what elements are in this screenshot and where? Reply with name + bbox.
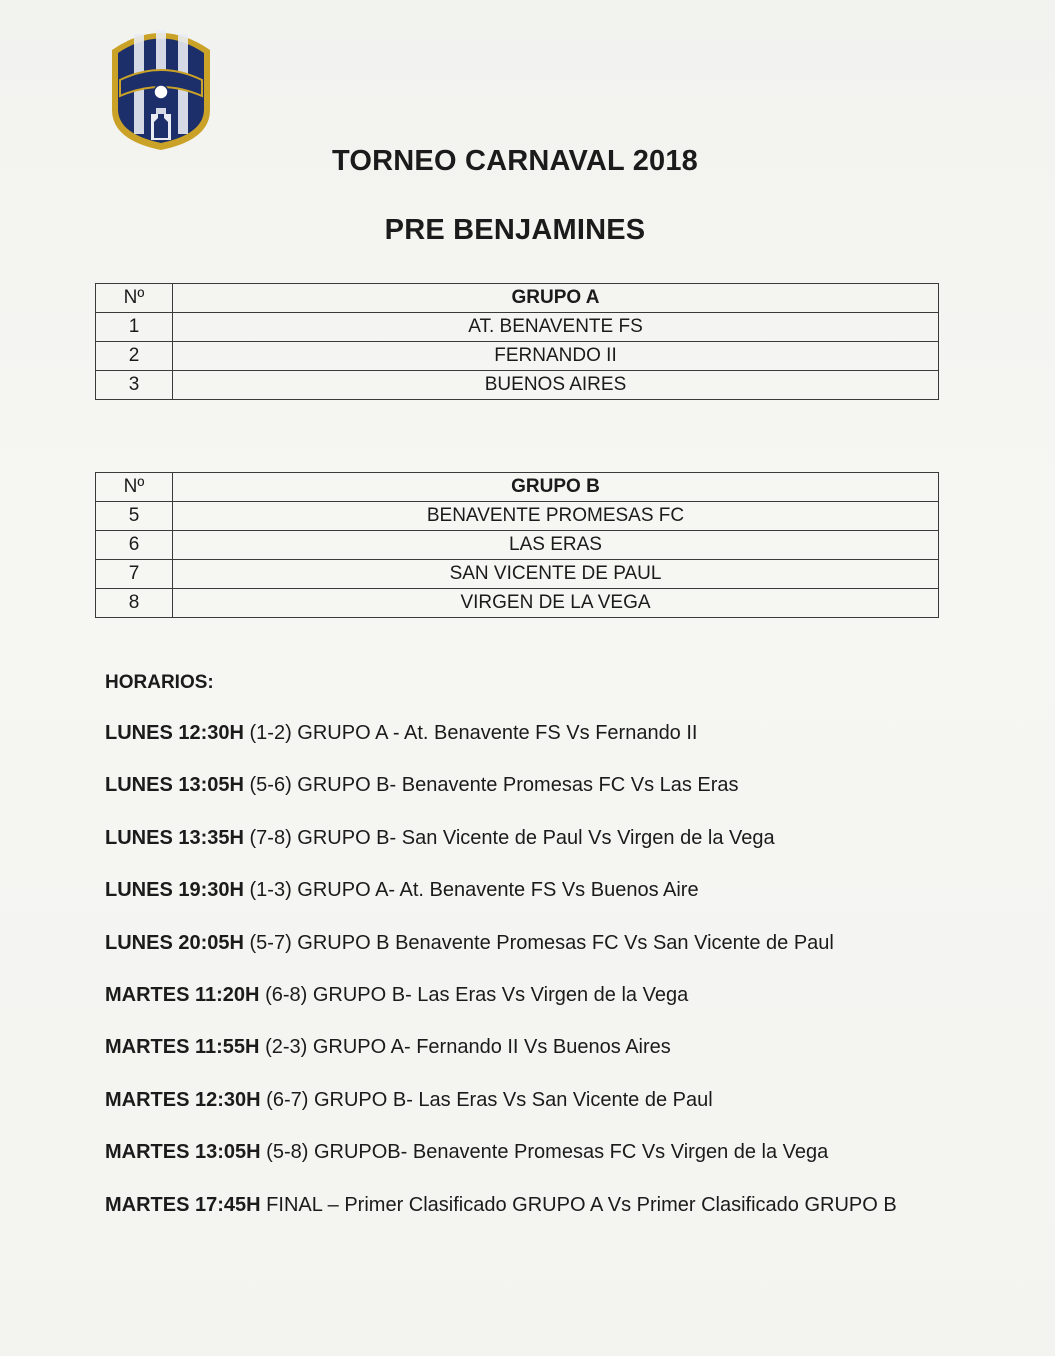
- table-row: [96, 502, 939, 531]
- group-a-table: [95, 283, 939, 400]
- match-detail: (6-8) GRUPO B- Las Eras Vs Virgen de la Vega: [265, 983, 689, 1006]
- team-name: BUENOS AIRES: [173, 371, 939, 400]
- team-number: 1: [96, 313, 173, 342]
- table-row: [96, 531, 939, 560]
- schedule-heading: HORARIOS:: [105, 672, 214, 693]
- match-datetime: LUNES 20:05H: [105, 931, 244, 954]
- group-b-table: [95, 472, 939, 618]
- schedule-item: [105, 984, 1025, 1036]
- number-column-header: Nº: [96, 473, 173, 502]
- match-datetime: MARTES 17:45H: [105, 1193, 261, 1216]
- table-header-row: [96, 284, 939, 313]
- schedule-item: [105, 1141, 1025, 1193]
- schedule-item: [105, 932, 1025, 984]
- schedule-item: [105, 1036, 1025, 1088]
- schedule-item: [105, 827, 1025, 879]
- group-b-header: GRUPO B: [173, 473, 939, 502]
- team-number: 6: [96, 531, 173, 560]
- tournament-title: TORNEO CARNAVAL 2018: [331, 145, 699, 177]
- team-name: BENAVENTE PROMESAS FC: [173, 502, 939, 531]
- team-name: AT. BENAVENTE FS: [173, 313, 939, 342]
- number-column-header: Nº: [96, 284, 173, 313]
- table-header-row: [96, 473, 939, 502]
- category-subtitle: PRE BENJAMINES: [384, 214, 646, 246]
- team-number: 2: [96, 342, 173, 371]
- match-datetime: LUNES 19:30H: [105, 879, 244, 902]
- club-crest-logo: [104, 22, 218, 152]
- match-detail: (1-3) GRUPO A- At. Benavente FS Vs Buenos Aire: [249, 879, 699, 902]
- match-detail: (6-7) GRUPO B- Las Eras Vs San Vicente de Paul: [266, 1088, 713, 1111]
- team-number: 8: [96, 589, 173, 618]
- match-datetime: MARTES 11:55H: [105, 1036, 260, 1059]
- schedule-item: [105, 1194, 1025, 1246]
- match-detail: (5-6) GRUPO B- Benavente Promesas FC Vs Las Eras: [249, 774, 739, 797]
- schedule-item: [105, 722, 1025, 774]
- match-detail: (7-8) GRUPO B- San Vicente de Paul Vs Virgen de la Vega: [249, 826, 775, 849]
- match-datetime: MARTES 13:05H: [105, 1141, 261, 1164]
- schedule-list: [105, 722, 1025, 1246]
- schedule-item: [105, 879, 1025, 931]
- group-a-header: GRUPO A: [173, 284, 939, 313]
- match-detail: (2-3) GRUPO A- Fernando II Vs Buenos Aires: [265, 1036, 671, 1059]
- table-row: [96, 342, 939, 371]
- table-row: [96, 589, 939, 618]
- match-detail: (1-2) GRUPO A - At. Benavente FS Vs Fernando II: [249, 722, 698, 744]
- team-name: LAS ERAS: [173, 531, 939, 560]
- team-name: SAN VICENTE DE PAUL: [173, 560, 939, 589]
- table-row: [96, 313, 939, 342]
- match-detail: FINAL – Primer Clasificado GRUPO A Vs Primer Clasificado GRUPO B: [266, 1193, 897, 1216]
- match-datetime: MARTES 12:30H: [105, 1088, 261, 1111]
- team-name: FERNANDO II: [173, 342, 939, 371]
- team-number: 7: [96, 560, 173, 589]
- table-row: [96, 371, 939, 400]
- match-detail: (5-7) GRUPO B Benavente Promesas FC Vs San Vicente de Paul: [249, 931, 834, 954]
- match-datetime: LUNES 13:35H: [105, 826, 244, 849]
- team-number: 5: [96, 502, 173, 531]
- table-row: [96, 560, 939, 589]
- match-datetime: MARTES 11:20H: [105, 983, 260, 1006]
- match-detail: (5-8) GRUPOB- Benavente Promesas FC Vs Virgen de la Vega: [266, 1141, 829, 1164]
- team-number: 3: [96, 371, 173, 400]
- schedule-item: [105, 774, 1025, 826]
- team-name: VIRGEN DE LA VEGA: [173, 589, 939, 618]
- match-datetime: LUNES 12:30H: [105, 722, 244, 744]
- match-datetime: LUNES 13:05H: [105, 774, 244, 797]
- schedule-item: [105, 1089, 1025, 1141]
